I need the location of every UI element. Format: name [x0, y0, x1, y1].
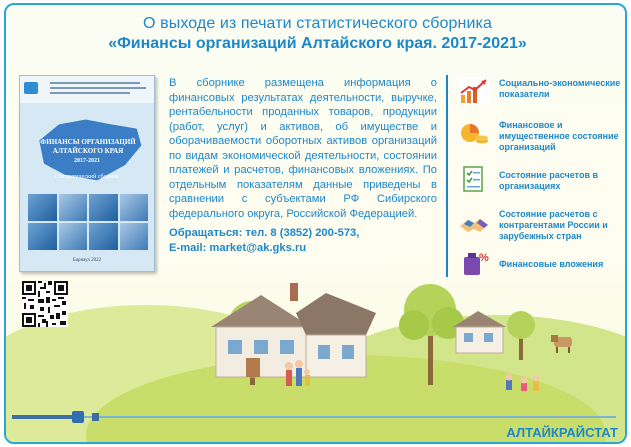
cover-subtitle: Статистический сборник: [55, 174, 119, 180]
description-text: В сборнике размещена информация о финансовых результатах деятельности, выручке, рентабельности проданных товаров, продукции (работ, услуг) и активов, об имуществе и оборачиваемости оборотных активов организаций по видам экономической деятельности, состоянии платежей и расчетов, финансовых вложениях. По отдельным показателям данные приведены в сравнении с субъектами РФ Сибирского федерального округа, Российской Федерацией.: [169, 77, 437, 220]
progress-marker: [92, 413, 99, 421]
cover-years: 2017-2021: [74, 158, 100, 164]
house-main: [211, 283, 376, 377]
cover-photo-grid: [28, 194, 148, 250]
brand-name: АЛТАЙКРАЙСТАТ: [506, 425, 618, 440]
checklist-icon: [458, 165, 490, 193]
coins-pie-icon: [458, 119, 490, 147]
contact-phone: Обращаться: тел. 8 (3852) 200-573,: [169, 227, 360, 239]
section-label-4[interactable]: Состояние расчетов с контрагентами России и зарубежных стран: [499, 209, 608, 241]
headline-line-2: «Финансы организаций Алтайского края. 2017-2021»: [108, 35, 527, 52]
svg-text:%: %: [479, 252, 489, 264]
percent-bag-icon: [458, 249, 490, 277]
book-cover: [19, 75, 155, 272]
cover-title: ФИНАНСЫ ОРГАНИЗАЦИЙ АЛТАЙСКОГО КРАЯ: [40, 138, 136, 155]
progress-handle[interactable]: [72, 411, 84, 423]
rosstat-logo: [24, 82, 38, 94]
cover-footer: Барнаул 2022: [72, 258, 102, 263]
section-label-3[interactable]: Состояние расчетов в организациях: [499, 170, 599, 191]
qr-code[interactable]: [22, 281, 68, 327]
progress-track[interactable]: [12, 416, 616, 418]
section-label-5[interactable]: Финансовые вложения: [499, 259, 604, 269]
cow-figure: [551, 335, 572, 353]
announcement-card: [4, 3, 627, 444]
trees-and-houses: [6, 255, 627, 425]
progress-fill: [12, 415, 78, 419]
children-figures: [506, 374, 540, 392]
handshake-icon: [458, 210, 490, 238]
section-label-2[interactable]: Финансовое и имущественное состояние организаций: [499, 120, 619, 152]
vertical-divider: [446, 75, 448, 277]
headline-line-1: О выходе из печати статистического сборника: [143, 15, 492, 32]
growth-chart-icon: [458, 77, 490, 105]
section-label-1[interactable]: Социально-экономические показатели: [499, 78, 621, 99]
contact-email[interactable]: E-mail: market@ak.gks.ru: [169, 242, 307, 254]
